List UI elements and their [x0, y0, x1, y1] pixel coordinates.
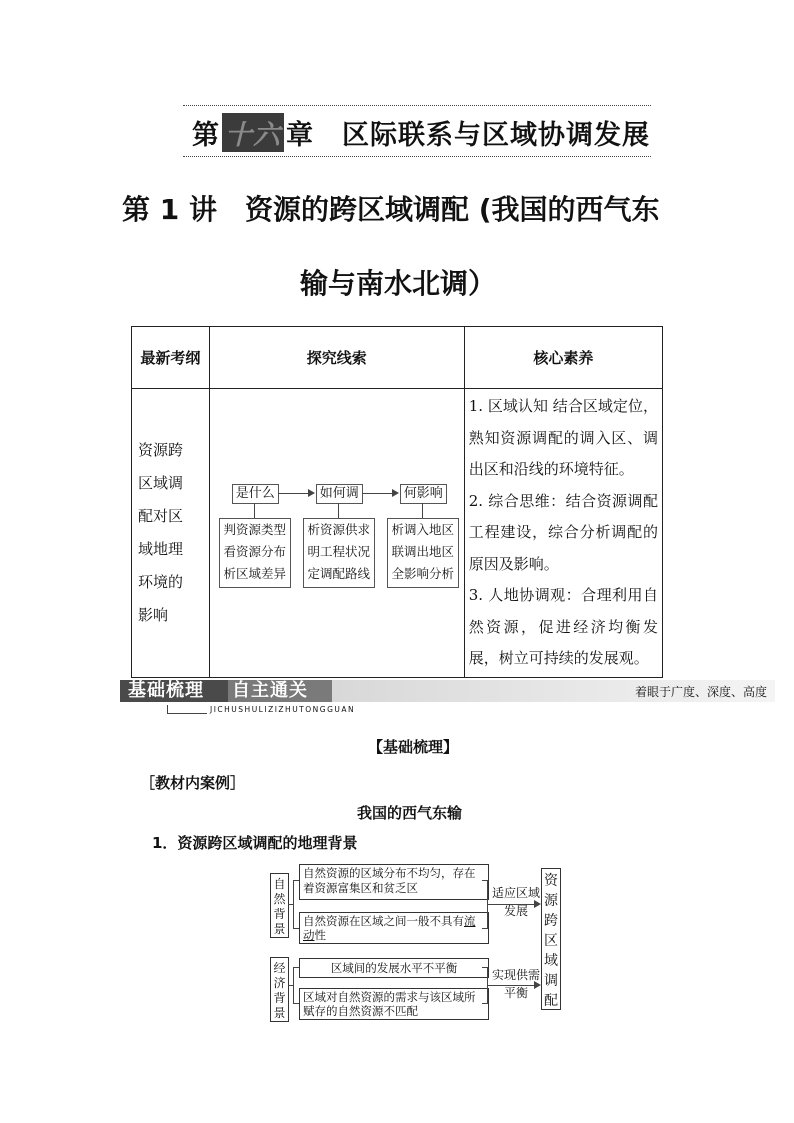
core-item-2: 2. 综合思维：结合资源调配工程建设，综合分析调配的原因及影响。: [468, 491, 658, 573]
header-core: 核心素养: [464, 327, 662, 389]
outline-cell: 资源跨 区域调 配对区 域地理 环境的 影响: [132, 389, 210, 678]
bottom-dotted-line: [183, 156, 651, 157]
core-item-1: 1. 区域认知 结合区域定位，熟知资源调配的调入区、调出区和沿线的环境特征。: [468, 397, 658, 478]
header-outline: 最新考纲: [132, 327, 210, 389]
chapter-name: 区际联系与区域协调发展: [342, 119, 650, 151]
chapter-number: 十六: [222, 113, 284, 152]
step-impact: 何影响: [400, 484, 447, 504]
economic-background-label: 经济背景: [270, 957, 289, 1022]
header-clues: 探究线索: [209, 327, 464, 389]
label-adapt-development: 适应区域发展: [492, 886, 541, 918]
banner-mid: 自主通关: [228, 680, 332, 702]
chapter-suffix: 章: [286, 119, 314, 151]
top-dotted-line: [183, 105, 651, 106]
lesson-title-line2: 输与南水北调）: [300, 267, 497, 300]
natural-background-label: 自然背景: [270, 873, 289, 938]
point-1: 1．资源跨区域调配的地理背景: [152, 834, 358, 852]
clue-flow-cell: [209, 389, 464, 678]
box-no-mobility: 自然资源在区域之间一般不具有流动性: [299, 912, 489, 944]
core-literacy-cell: [464, 389, 662, 678]
detail-what: 判资源类型 看资源分布 析区域差异: [219, 518, 291, 588]
step-what: 是什么: [232, 484, 279, 504]
detail-impact: 析调入地区 联调出地区 全影响分析: [387, 518, 459, 588]
section-title: 【基础梳理】: [368, 738, 459, 756]
banner-right: 着眼于广度、深度、高度: [634, 685, 767, 699]
box-mismatch: 区域对自然资源的需求与该区域所赋存的自然资源不匹配: [299, 988, 489, 1020]
lesson-title-line1: 第 1 讲 资源的跨区域调配 (我国的西气东: [122, 193, 660, 226]
step-how: 如何调: [316, 484, 363, 504]
outline-table: [131, 326, 663, 678]
result-resource-allocation: 资源跨区域调配: [541, 868, 561, 1010]
clue-flowchart: [210, 393, 464, 673]
box-development-imbalance: 区域间的发展水平不平衡: [299, 958, 489, 978]
case-title: 我国的西气东输: [357, 804, 463, 822]
section-banner: [120, 680, 775, 704]
box-uneven-distribution: 自然资源的区域分布不均匀，存在着资源富集区和贫乏区: [299, 864, 489, 900]
textbook-case: ［教材内案例］: [140, 774, 246, 792]
detail-how: 析资源供求 明工程状况 定调配路线: [303, 518, 375, 588]
banner-left: 基础梳理: [120, 680, 228, 702]
core-item-3: 3. 人地协调观：合理利用自然资源，促进经济均衡发展，树立可持续的发展观。: [468, 586, 658, 667]
label-balance-supply: 实现供需平衡: [492, 968, 541, 1000]
banner-pinyin: JICHUSHULIZIZHUTONGGUAN: [210, 705, 356, 714]
chapter-prefix: 第: [192, 119, 220, 151]
chapter-title: [192, 112, 650, 152]
